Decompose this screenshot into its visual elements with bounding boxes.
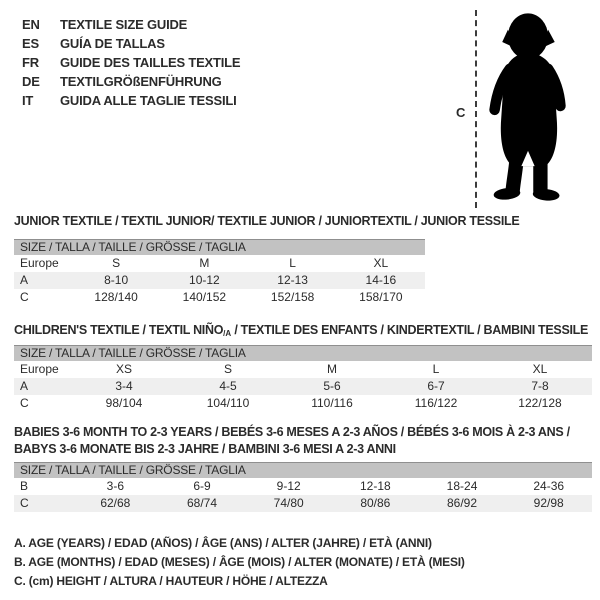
- junior-table-title: JUNIOR TEXTILE / TEXTIL JUNIOR/ TEXTILE JUNIOR / JUNIORTEXTIL / JUNIOR TESSILE: [14, 214, 520, 228]
- size-cell: XL: [373, 256, 389, 270]
- children-title-post: / TEXTILE DES ENFANTS / KINDERTEXTIL / BAMBINI TESSILE: [231, 323, 589, 337]
- language-code: IT: [22, 93, 34, 108]
- size-cell: 10-12: [189, 273, 220, 287]
- row-label: A: [20, 379, 29, 393]
- babies-title-line-1: BABIES 3-6 MONTH TO 2-3 YEARS / BEBÉS 3-6 MESES A 2-3 AÑOS / BÉBÉS 3-6 MOIS À 2-3 ANS /: [14, 425, 570, 439]
- size-cell: 116/122: [414, 396, 458, 410]
- language-title: GUÍA DE TALLAS: [60, 36, 165, 51]
- size-cell: 6-9: [193, 479, 211, 493]
- language-code: EN: [22, 17, 40, 32]
- table-row-height: [14, 395, 592, 412]
- children-table-title: [14, 322, 588, 342]
- children-size-table: [14, 345, 592, 412]
- table-row-height: [14, 289, 425, 306]
- size-cell: XS: [115, 362, 132, 376]
- row-label: C: [20, 290, 29, 304]
- babies-title-line-2: BABYS 3-6 MONATE BIS 2-3 JAHRE / BAMBINI 3-6 MESI A 2-3 ANNI: [14, 442, 396, 456]
- size-cell: S: [112, 256, 121, 270]
- size-cell: 9-12: [276, 479, 301, 493]
- size-cell: 3-4: [115, 379, 133, 393]
- size-cell: 128/140: [94, 290, 138, 304]
- language-row: [22, 15, 240, 34]
- size-cell: 12-13: [277, 273, 308, 287]
- size-header-bar: SIZE / TALLA / TAILLE / GRÖSSE / TAGLIA: [14, 239, 425, 255]
- size-cell: M: [327, 362, 337, 376]
- size-cell: 14-16: [365, 273, 397, 287]
- size-cell: 6-7: [427, 379, 445, 393]
- language-title: TEXTILGRÖßENFÜHRUNG: [60, 74, 222, 89]
- size-cell: M: [199, 256, 210, 270]
- language-row: [22, 72, 240, 91]
- row-label: C: [20, 496, 29, 510]
- size-cell: 86/92: [447, 496, 478, 510]
- footnote-a: A. AGE (YEARS) / EDAD (AÑOS) / ÂGE (ANS) / ALTER (JAHRE) / ETÀ (ANNI): [14, 536, 432, 550]
- language-code: DE: [22, 74, 40, 89]
- table-row-age: [14, 272, 425, 289]
- size-cell: 92/98: [533, 496, 564, 510]
- table-row-europe: [14, 255, 425, 272]
- row-label: C: [20, 396, 29, 410]
- language-title: TEXTILE SIZE GUIDE: [60, 17, 188, 32]
- table-row-age: [14, 378, 592, 395]
- language-list: [22, 15, 240, 110]
- language-code: ES: [22, 36, 39, 51]
- size-cell: 80/86: [360, 496, 391, 510]
- language-title: GUIDE DES TAILLES TEXTILE: [60, 55, 241, 70]
- size-cell: 68/74: [186, 496, 218, 510]
- height-measure-label-c: C: [456, 105, 466, 120]
- size-cell: 4-5: [219, 379, 237, 393]
- size-cell: 24-36: [533, 479, 565, 493]
- size-cell: 98/104: [105, 396, 143, 410]
- language-row: [22, 53, 240, 72]
- size-cell: L: [289, 256, 296, 270]
- language-row: [22, 34, 240, 53]
- size-cell: 18-24: [446, 479, 478, 493]
- babies-table-title: [14, 424, 570, 458]
- table-row-europe: [14, 361, 592, 378]
- footnote-b: B. AGE (MONTHS) / EDAD (MESES) / ÂGE (MOIS) / ALTER (MONATE) / ETÀ (MESI): [14, 555, 465, 569]
- size-cell: L: [432, 362, 440, 376]
- size-cell: 5-6: [323, 379, 341, 393]
- size-header-bar: SIZE / TALLA / TAILLE / GRÖSSE / TAGLIA: [14, 345, 592, 361]
- children-title-pre: CHILDREN'S TEXTILE / TEXTIL NIÑO: [14, 323, 224, 337]
- size-cell: S: [223, 362, 232, 376]
- size-cell: 152/158: [270, 290, 315, 304]
- height-measure-dashed-line: [475, 10, 477, 208]
- footnote-c: C. (cm) HEIGHT / ALTURA / HAUTEUR / HÖHE / ALTEZZA: [14, 574, 328, 588]
- children-title-subscript: /A: [223, 329, 232, 338]
- size-cell: 104/110: [206, 396, 250, 410]
- size-cell: 12-18: [360, 479, 391, 493]
- size-cell: XL: [532, 362, 548, 376]
- size-cell: 110/116: [311, 396, 353, 410]
- size-cell: 122/128: [518, 396, 562, 410]
- table-row-age-months: [14, 478, 592, 495]
- size-cell: 3-6: [106, 479, 124, 493]
- size-cell: 8-10: [104, 273, 129, 287]
- size-cell: 158/170: [359, 290, 403, 304]
- size-cell: 74/80: [273, 496, 304, 510]
- size-cell: 7-8: [531, 379, 549, 393]
- row-label: Europe: [20, 256, 59, 270]
- row-label: B: [20, 479, 29, 493]
- junior-size-table: [14, 239, 425, 306]
- language-title: GUIDA ALLE TAGLIE TESSILI: [60, 93, 237, 108]
- table-row-height: [14, 495, 592, 512]
- babies-size-table: [14, 462, 592, 512]
- language-code: FR: [22, 55, 39, 70]
- size-cell: 62/68: [100, 496, 131, 510]
- size-cell: 140/152: [182, 290, 227, 304]
- language-row: [22, 91, 240, 110]
- size-header-bar: SIZE / TALLA / TAILLE / GRÖSSE / TAGLIA: [14, 462, 592, 478]
- baby-silhouette: [486, 8, 570, 204]
- row-label: Europe: [20, 362, 59, 376]
- row-label: A: [20, 273, 29, 287]
- footnotes: [14, 534, 465, 591]
